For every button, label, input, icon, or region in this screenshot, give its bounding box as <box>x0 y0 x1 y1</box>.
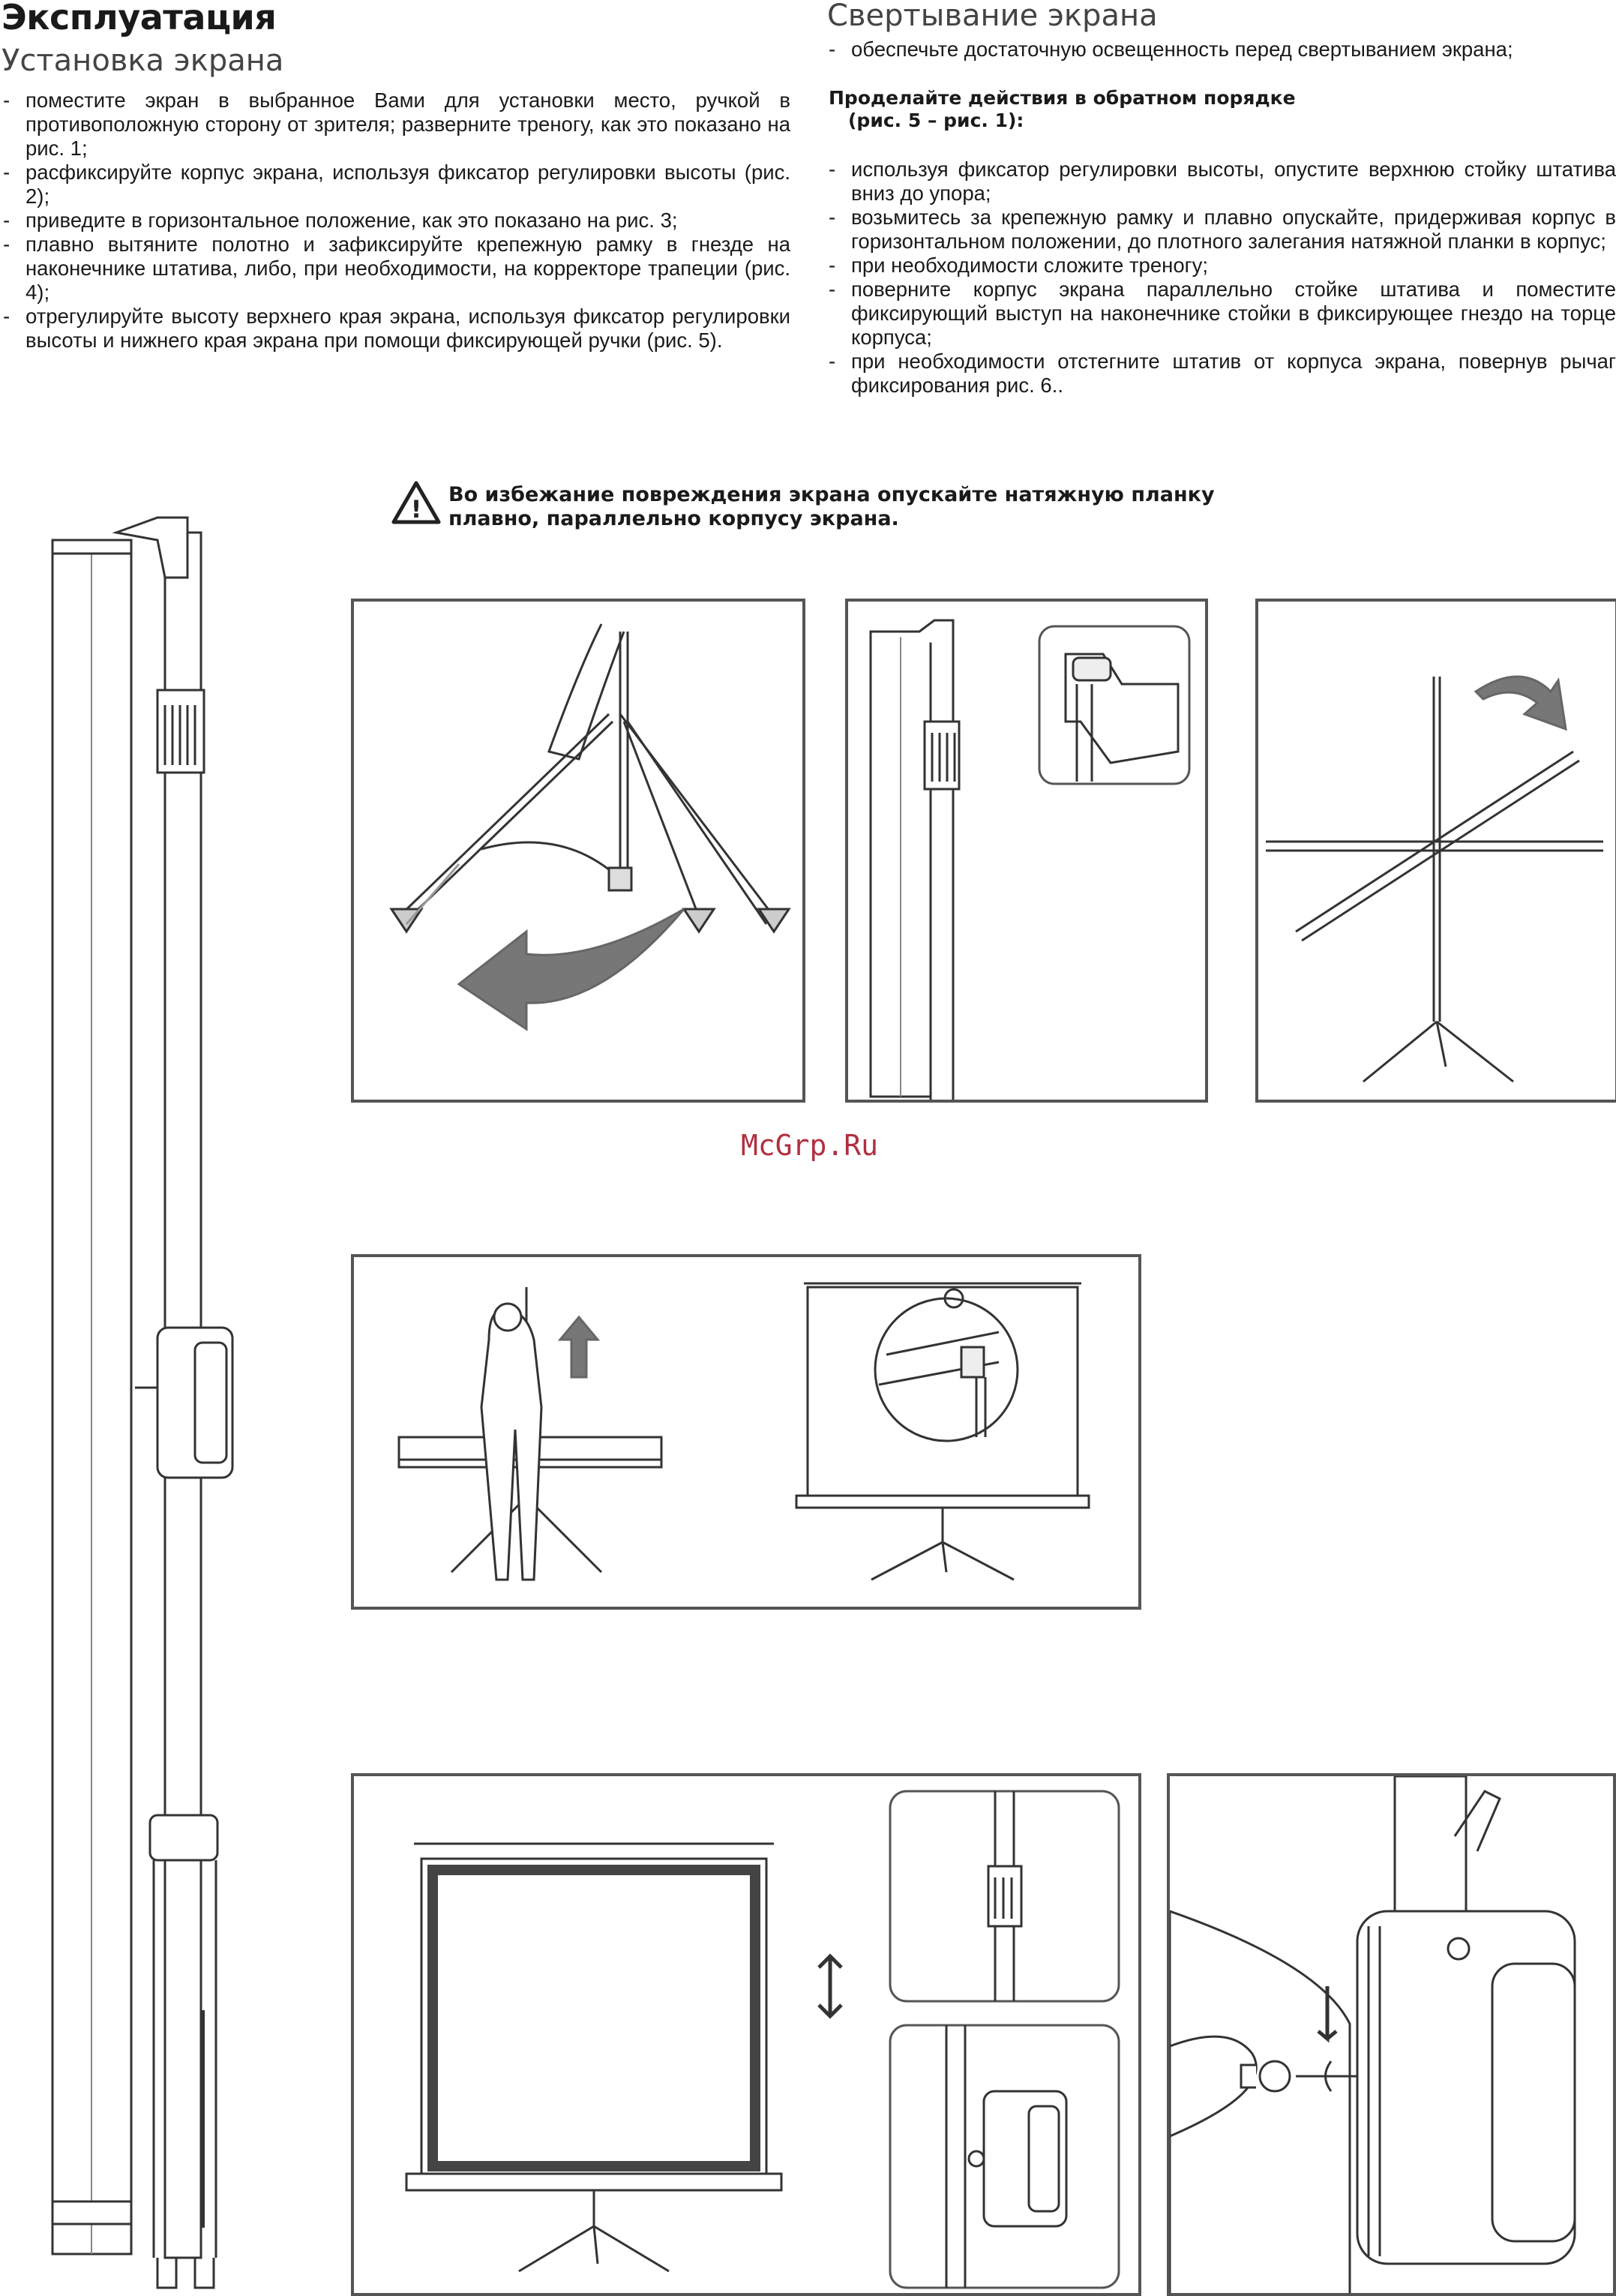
reverse-note-line2: (рис. 5 – рис. 1): <box>848 110 1024 131</box>
list-item: - используя фиксатор регулировки высоты, опустите верхнюю стойку штатива вниз до упора; <box>829 158 1616 206</box>
reverse-order-note <box>829 87 1296 132</box>
figure-4 <box>351 1254 1141 1610</box>
main-heading: Эксплуатация <box>1 0 277 38</box>
fold-steps <box>829 158 1616 398</box>
list-item: - расфиксируйте корпус экрана, используя фиксатор регулировки высоты (рис. 2); <box>3 161 790 209</box>
folded-screen-illustration <box>45 510 262 2295</box>
figure-6 <box>1167 1773 1616 2296</box>
fold-pre-step <box>829 38 1616 62</box>
list-item: - при необходимости отстегните штатив от корпуса экрана, повернув рычаг фиксирования рис. 6.. <box>829 350 1616 398</box>
list-item: - отрегулируйте высоту верхнего края экрана, используя фиксатор регулировки высоты и нижнего края экрана при помощи фиксирующей ручки (рис. 5). <box>3 305 790 353</box>
list-item: - обеспечьте достаточную освещенность перед свертыванием экрана; <box>829 38 1616 62</box>
warning-text <box>448 483 1215 531</box>
warning-line1: Во избежание повреждения экрана опускайте натяжную планку <box>448 483 1215 506</box>
warning-triangle-icon <box>391 480 441 525</box>
svg-text:!: ! <box>410 495 422 524</box>
figure-1 <box>351 599 805 1103</box>
list-item: - возьмитесь за крепежную рамку и плавно опускайте, придерживая корпус в горизонтальном положении, до плотного залегания натяжной планки в корпус; <box>829 206 1616 254</box>
list-item: - приведите в горизонтальное положение, как это показано на рис. 3; <box>3 209 790 233</box>
reverse-note-line1: Проделайте действия в обратном порядке <box>829 87 1296 109</box>
figure-3 <box>1255 599 1616 1103</box>
fold-title: Свертывание экрана <box>827 0 1158 33</box>
list-item: - поверните корпус экрана параллельно стойке штатива и поместите фиксирующий выступ на наконечнике стойки в фиксирующее гнездо на торце корпуса; <box>829 278 1616 350</box>
install-steps <box>3 89 790 353</box>
list-item: - плавно вытяните полотно и зафиксируйте крепежную рамку в гнезде на наконечнике штатива, либо, при необходимости, на корректоре трапеции (рис. 4); <box>3 233 790 305</box>
list-item: - при необходимости сложите треногу; <box>829 254 1616 278</box>
list-item: - поместите экран в выбранное Вами для установки место, ручкой в противоположную сторону от зрителя; разверните треногу, как это показано на рис. 1; <box>3 89 790 161</box>
watermark: McGrp.Ru <box>741 1129 879 1162</box>
figure-5 <box>351 1773 1141 2296</box>
figure-2 <box>845 599 1208 1103</box>
install-title: Установка экрана <box>1 44 284 78</box>
warning-line2: плавно, параллельно корпусу экрана. <box>448 507 899 530</box>
